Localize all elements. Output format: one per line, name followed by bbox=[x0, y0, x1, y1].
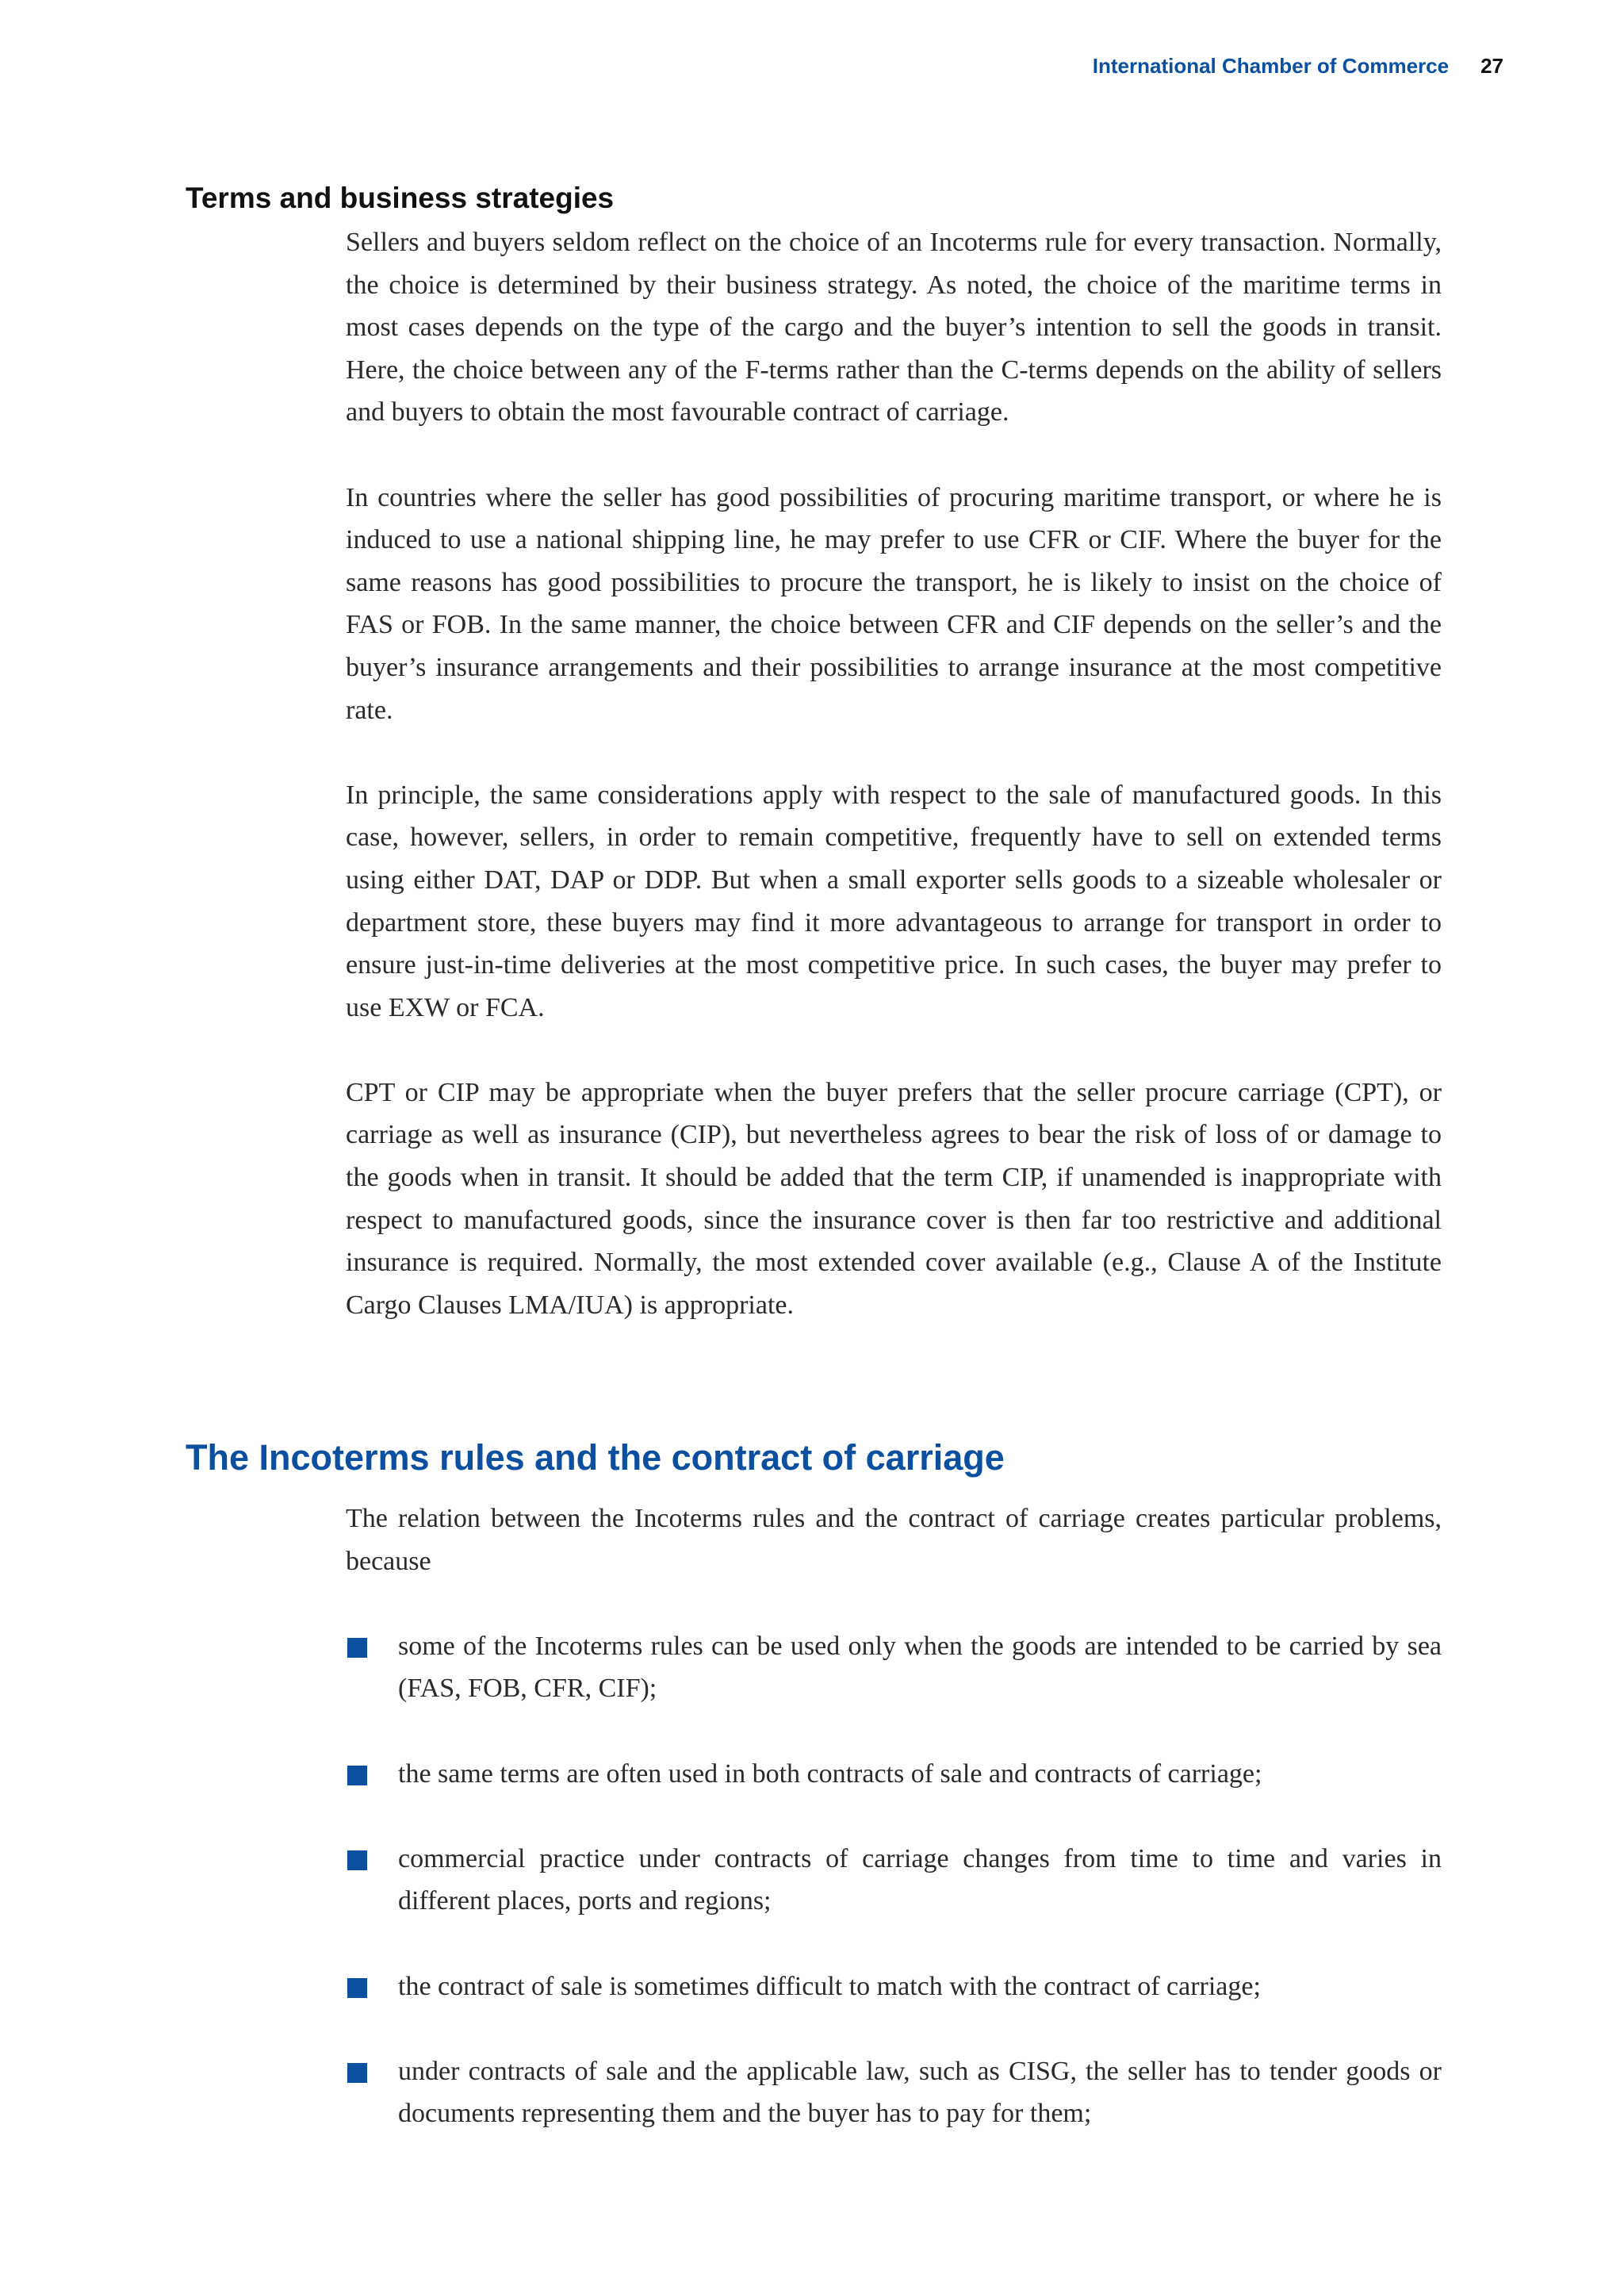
list-item-text: the same terms are often used in both contracts of sale and contracts of carriage; bbox=[398, 1758, 1262, 1789]
list-item-text: some of the Incoterms rules can be used only when the goods are intended to be carried by sea (FAS, FOB, CFR, CIF); bbox=[398, 1631, 1442, 1704]
paragraph: CPT or CIP may be appropriate when the buyer prefers that the seller procure carriage (CPT), or carriage as well as insurance (CIP), but nevertheless agrees to bear the risk of loss of or damage to the goods when in transit. It should be added that the term CIP, if unamended is inappropriate with respect to manufactured goods, since the insurance cover is then far too restrictive and additional insurance is required. Normally, the most extended cover available (e.g., Clause A of the Institute Cargo Clauses LMA/IUA) is appropriate. bbox=[346, 1077, 1442, 1320]
list-item bbox=[346, 1838, 1442, 1923]
list-item bbox=[346, 2050, 1442, 2135]
list-item-text: commercial practice under contracts of carriage changes from time to time and varies in different places, ports and regions; bbox=[398, 1843, 1442, 1916]
list-item-text: the contract of sale is sometimes difficult to match with the contract of carriage; bbox=[398, 1971, 1261, 2001]
intro-paragraph: The relation between the Incoterms rules and the contract of carriage creates particular problems, because bbox=[346, 1504, 1442, 1576]
header-organization: International Chamber of Commerce bbox=[1092, 54, 1450, 78]
section-heading-terms: Terms and business strategies bbox=[186, 182, 615, 214]
running-header bbox=[1093, 52, 1503, 79]
list-item-text: under contracts of sale and the applicable law, such as CISG, the seller has to tender goods or documents representing them and the buyer has to pay for them; bbox=[398, 2056, 1442, 2129]
list-item bbox=[346, 1753, 1442, 1796]
section-heading-carriage: The Incoterms rules and the contract of carriage bbox=[186, 1437, 1005, 1478]
list-item bbox=[346, 1625, 1442, 1710]
square-bullet-icon bbox=[347, 2063, 367, 2083]
section-terms-body bbox=[346, 221, 1442, 1369]
section-carriage-body bbox=[346, 1497, 1442, 2178]
paragraph: In countries where the seller has good possibilities of procuring maritime transport, or where he is induced to use a national shipping line, he may prefer to use CFR or CIF. Where the buyer for the same reasons has good possibilities to procure the transport, he is likely to insist on the choice of FAS or FOB. In the same manner, the choice between CFR and CIF depends on the seller’s and the buyer’s insurance arrangements and their possibilities to arrange insurance at the most competitive rate. bbox=[346, 482, 1442, 725]
page-number: 27 bbox=[1480, 54, 1503, 78]
square-bullet-icon bbox=[347, 1766, 367, 1785]
square-bullet-icon bbox=[347, 1850, 367, 1870]
square-bullet-icon bbox=[347, 1978, 367, 1998]
list-item bbox=[346, 1965, 1442, 2008]
paragraph: Sellers and buyers seldom reflect on the choice of an Incoterms rule for every transaction. Normally, the choice is determined by their business strategy. As noted, the choice of the maritime terms in most cases depends on the type of the cargo and the buyer’s intention to sell the goods in transit. Here, the choice between any of the F-terms rather than the C-terms depends on the ability of sellers and buyers to obtain the most favourable contract of carriage. bbox=[346, 228, 1442, 428]
paragraph: In principle, the same considerations apply with respect to the sale of manufactured goods. In this case, however, sellers, in order to remain competitive, frequently have to sell on extended terms using either DAT, DAP or DDP. But when a small exporter sells goods to a sizeable wholesaler or department store, these buyers may find it more advantageous to arrange for transport in order to ensure just-in-time deliveries at the most competitive price. In such cases, the buyer may prefer to use EXW or FCA. bbox=[346, 780, 1442, 1022]
bullet-list bbox=[346, 1625, 1442, 2135]
square-bullet-icon bbox=[347, 1638, 367, 1658]
